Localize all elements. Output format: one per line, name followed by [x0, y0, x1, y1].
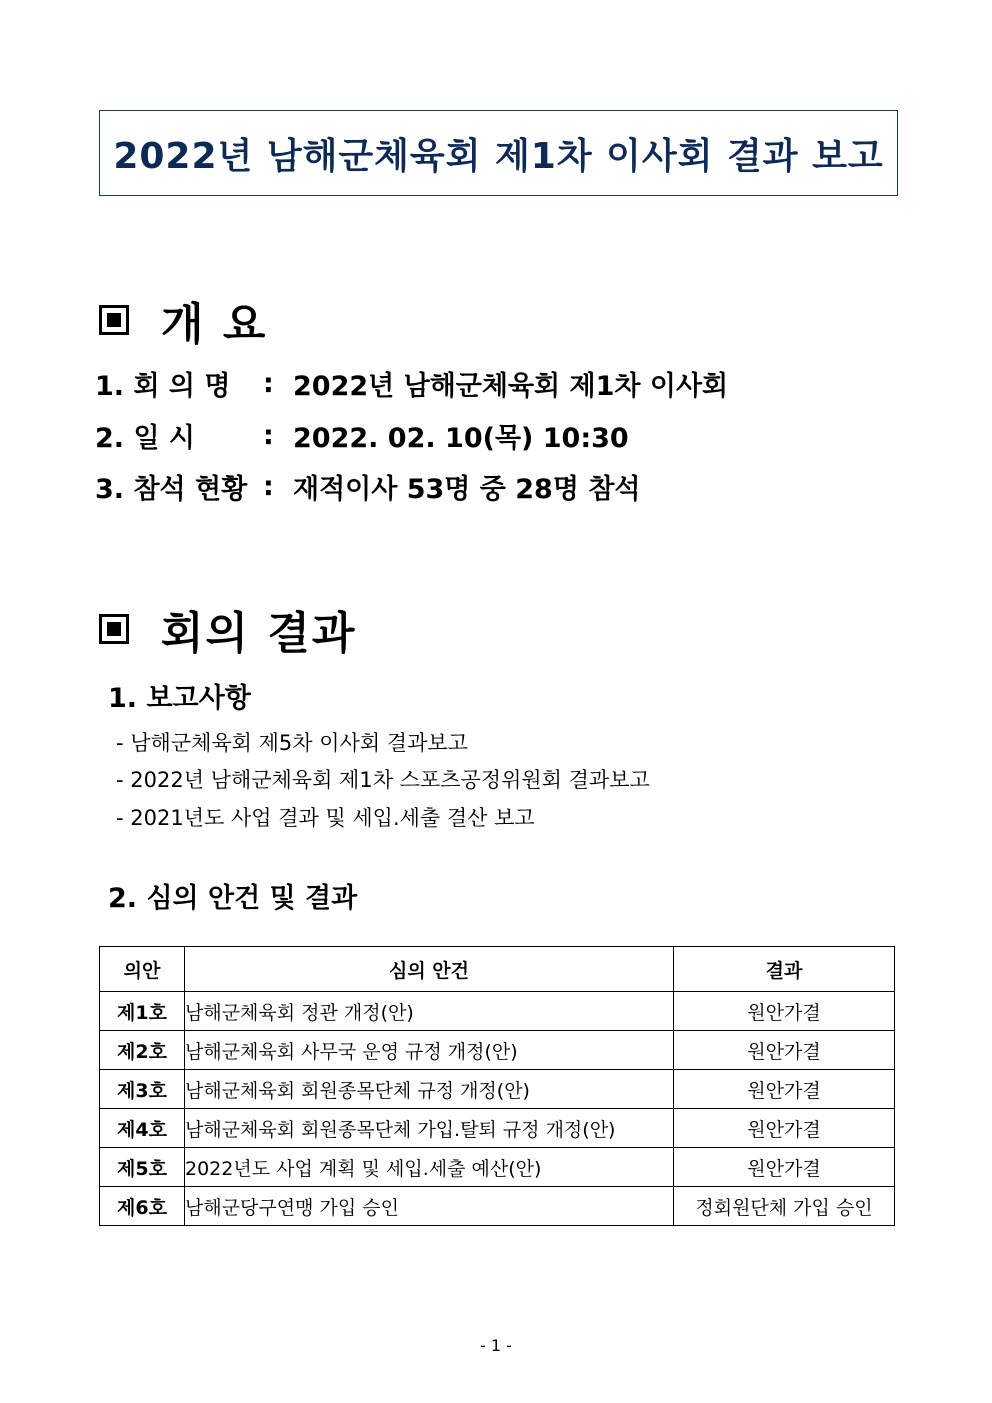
- page-number: - 1 -: [480, 1336, 512, 1355]
- row-item: 남해군체육회 회원종목단체 가입.탈퇴 규정 개정(안): [185, 1109, 674, 1148]
- row-item: 남해군체육회 회원종목단체 규정 개정(안): [185, 1070, 674, 1109]
- row-item: 2022년도 사업 계획 및 세입.세출 예산(안): [185, 1148, 674, 1187]
- report-item: - 2022년 남해군체육회 제1차 스포츠공정위원회 결과보고: [116, 768, 650, 792]
- document-title: 2022년 남해군체육회 제1차 이사회 결과 보고: [113, 135, 884, 177]
- row-no: 제1호: [100, 992, 185, 1031]
- row-no: 제2호: [100, 1031, 185, 1070]
- title-box: [99, 110, 898, 196]
- table-row: [100, 992, 895, 1031]
- table-row: [100, 1148, 895, 1187]
- header-result: 결과: [674, 947, 895, 992]
- table-row: [100, 1031, 895, 1070]
- row-result: 원안가결: [674, 992, 895, 1031]
- row-no: 제4호: [100, 1109, 185, 1148]
- overview-line-meeting-name: [95, 364, 728, 403]
- square-bullet-icon: [99, 305, 129, 335]
- row-no: 제5호: [100, 1148, 185, 1187]
- overview-separator: :: [263, 368, 274, 399]
- reports-heading: 1. 보고사항: [108, 683, 251, 714]
- table-row: [100, 1070, 895, 1109]
- agenda-table: [99, 946, 895, 1226]
- row-no: 제3호: [100, 1070, 185, 1109]
- overview-label: 2. 일 시: [95, 423, 196, 454]
- overview-value: 재적이사 53명 중 28명 참석: [293, 474, 641, 505]
- header-no: 의안: [100, 947, 185, 992]
- row-result: 원안가결: [674, 1031, 895, 1070]
- report-item: - 남해군체육회 제5차 이사회 결과보고: [116, 731, 468, 755]
- overview-separator: :: [263, 471, 274, 502]
- table-row: [100, 1109, 895, 1148]
- overview-heading: [99, 288, 267, 352]
- overview-separator: :: [263, 420, 274, 451]
- row-result: 원안가결: [674, 1148, 895, 1187]
- overview-label: 3. 참석 현황: [95, 474, 248, 505]
- results-heading: [99, 597, 356, 661]
- row-item: 남해군체육회 정관 개정(안): [185, 992, 674, 1031]
- overview-value: 2022년 남해군체육회 제1차 이사회: [293, 371, 729, 402]
- deliberation-heading: 2. 심의 안건 및 결과: [108, 883, 358, 914]
- report-item: - 2021년도 사업 결과 및 세입.세출 결산 보고: [116, 806, 535, 830]
- table-row: [100, 1187, 895, 1226]
- results-title: 회의 결과: [161, 608, 357, 659]
- overview-title: 개 요: [161, 299, 268, 350]
- row-item: 남해군체육회 사무국 운영 규정 개정(안): [185, 1031, 674, 1070]
- row-result: 원안가결: [674, 1109, 895, 1148]
- row-item: 남해군당구연맹 가입 승인: [185, 1187, 674, 1226]
- overview-line-attendance: [95, 467, 640, 506]
- table-header-row: [100, 947, 895, 992]
- header-item: 심의 안건: [185, 947, 674, 992]
- row-result: 원안가결: [674, 1070, 895, 1109]
- row-no: 제6호: [100, 1187, 185, 1226]
- overview-value: 2022. 02. 10(목) 10:30: [293, 423, 629, 454]
- overview-label: 1. 회 의 명: [95, 371, 231, 402]
- row-result: 정회원단체 가입 승인: [674, 1187, 895, 1226]
- overview-line-datetime: [95, 416, 629, 455]
- square-bullet-icon: [99, 614, 129, 644]
